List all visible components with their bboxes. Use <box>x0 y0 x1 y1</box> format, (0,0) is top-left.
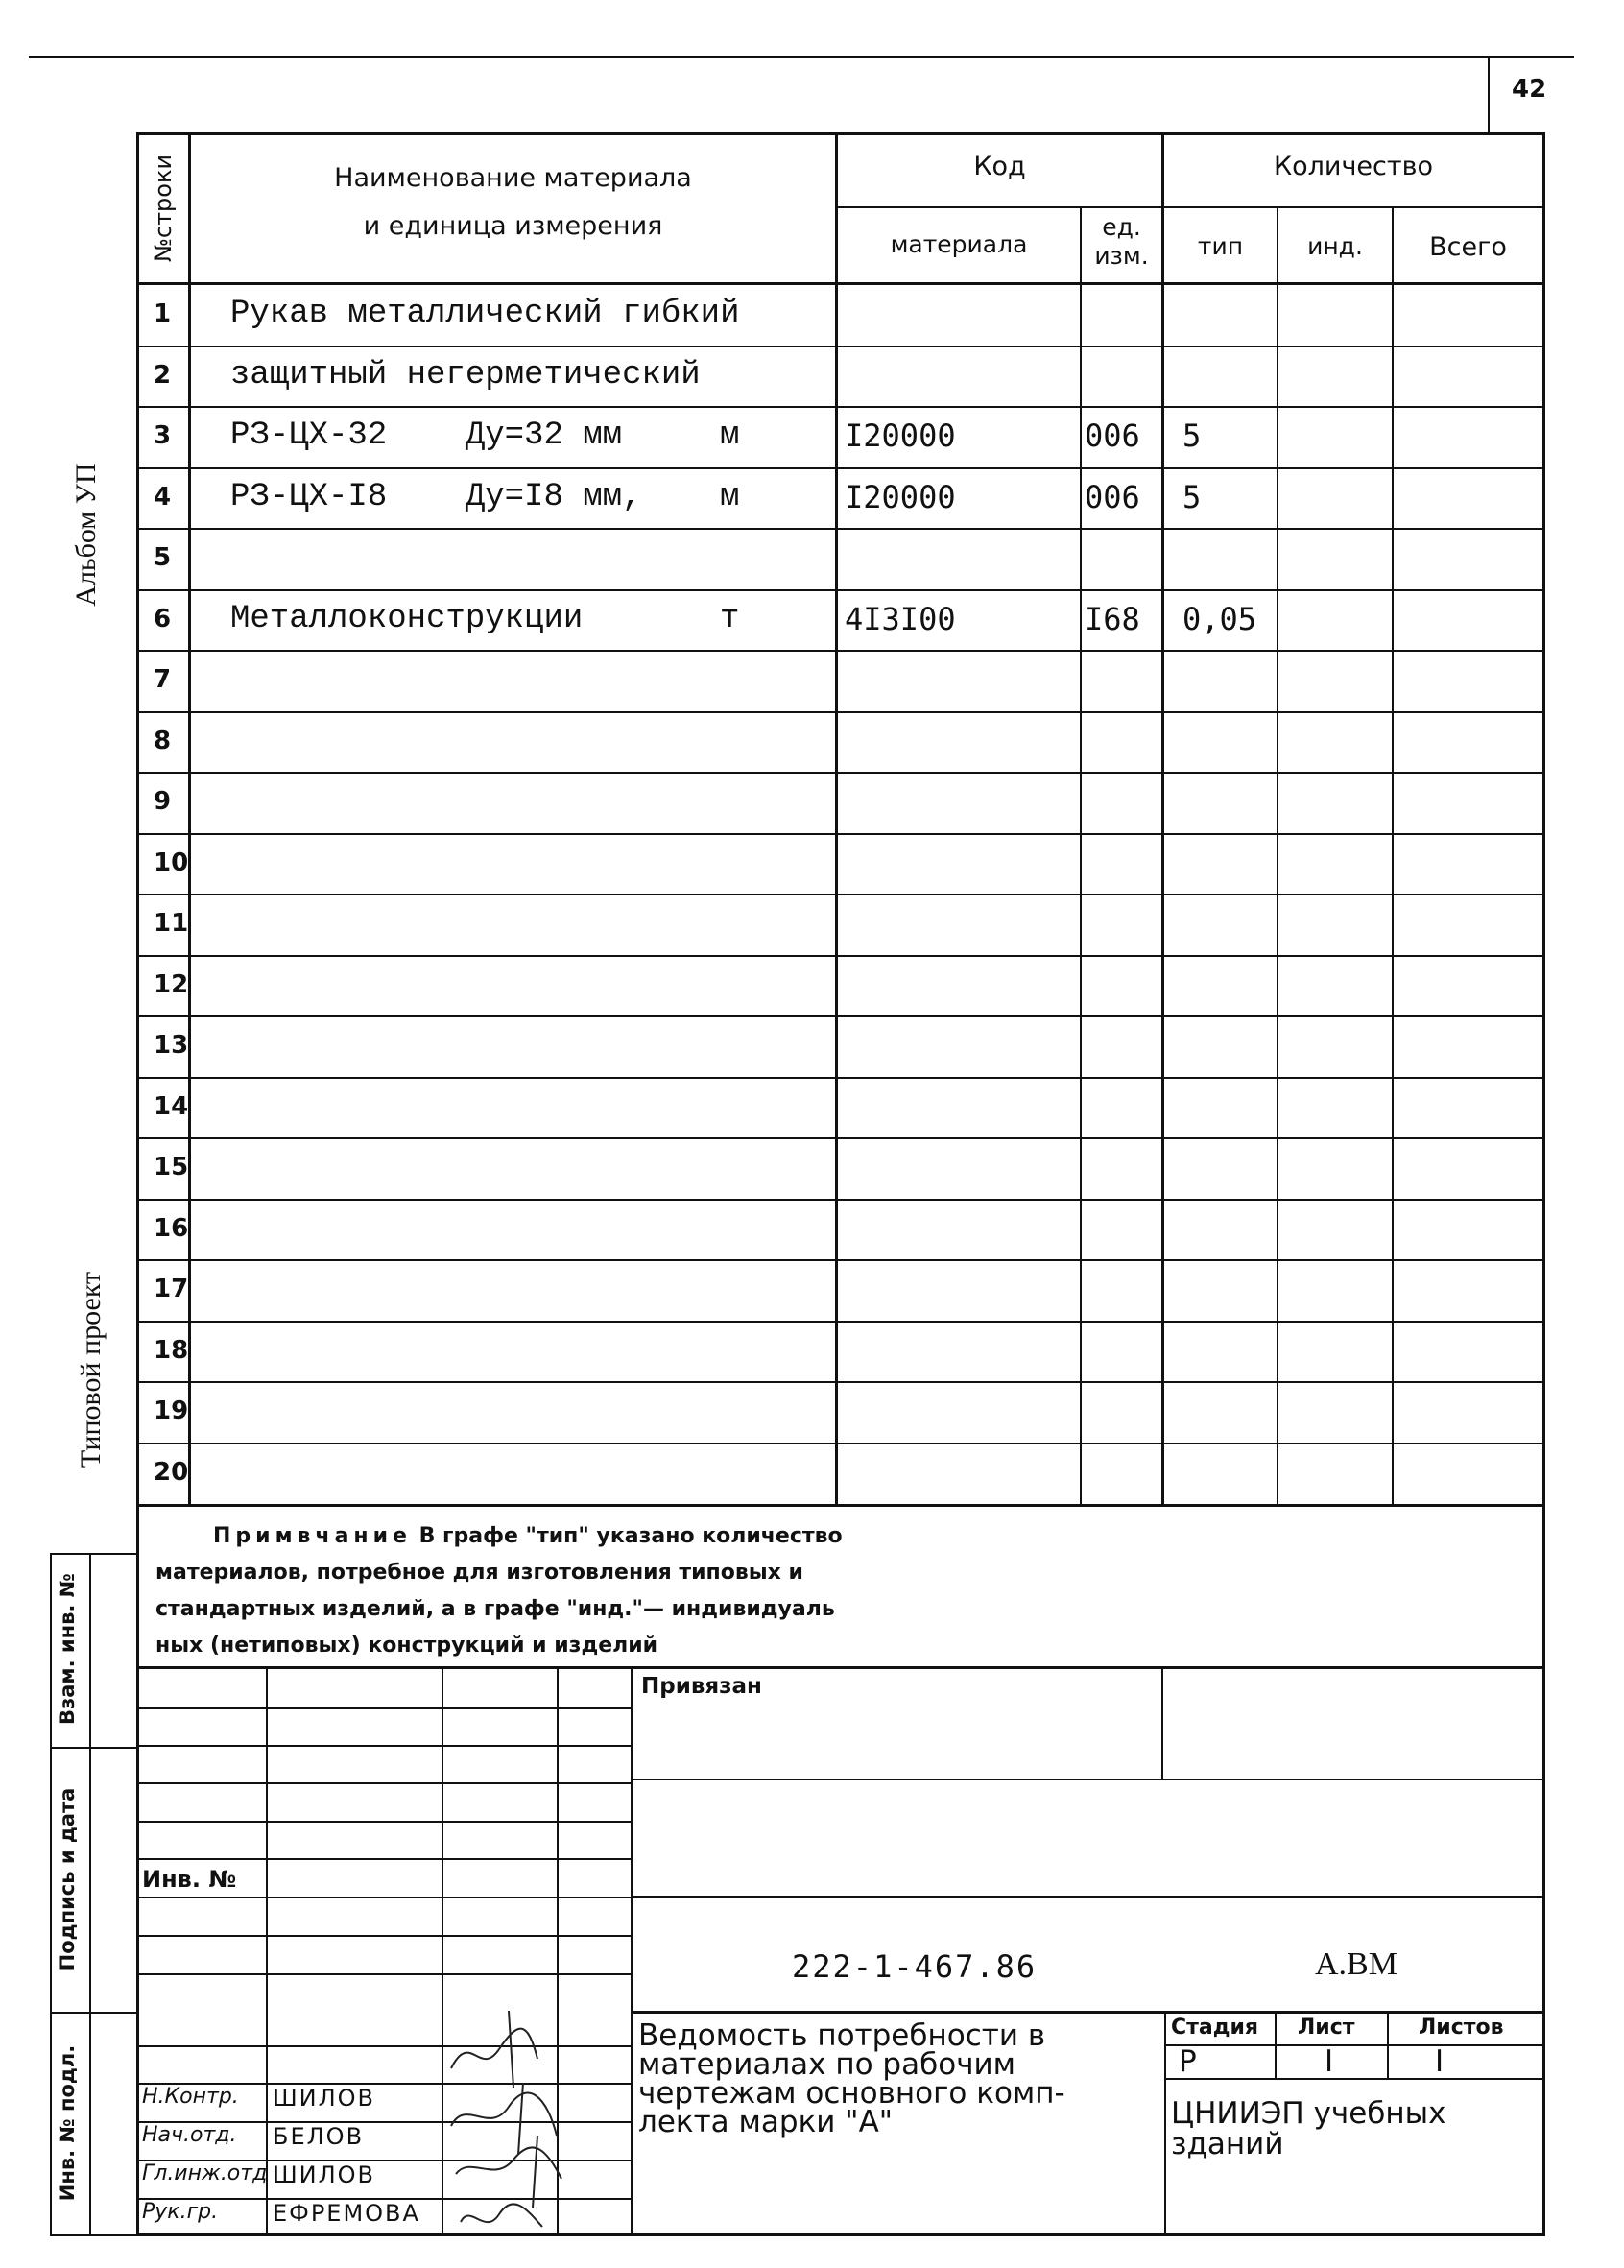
signatory-name: ЕФРЕМОВА <box>273 2200 420 2227</box>
header-total: Всего <box>1429 232 1507 262</box>
stamp-col-d <box>631 1666 633 2234</box>
signature-1 <box>451 2011 537 2088</box>
table-row-line <box>136 1259 1545 1261</box>
side-album: Альбом УП <box>70 463 102 607</box>
note-head: Примвчание <box>213 1524 412 1548</box>
table-row-line <box>136 1137 1545 1139</box>
stamp-grid-line <box>136 1782 633 1784</box>
table-row-line <box>136 346 1545 347</box>
row-material-name: Рукав металлический гибкий <box>230 296 740 332</box>
row-material-name: РЗ-ЦХ-32 Ду=32 мм <box>230 418 623 454</box>
row-qty-tip: 5 <box>1182 418 1202 454</box>
stamp-grid-line <box>136 1935 633 1937</box>
header-ind: инд. <box>1307 232 1363 260</box>
note-line4: ных (нетиповых) конструкций и изделий <box>155 1634 658 1658</box>
row-material-code: I20000 <box>845 418 956 454</box>
table-row-line <box>136 528 1545 530</box>
table-row-line <box>136 1015 1545 1017</box>
header-unit-line1: ед. <box>1102 213 1141 241</box>
signatures <box>442 1992 576 2241</box>
signature-3 <box>456 2136 561 2208</box>
signature-2 <box>451 2083 557 2155</box>
stamp-grid-line <box>136 1858 633 1860</box>
row-material-code: I20000 <box>845 479 956 515</box>
stage-value: Р <box>1179 2044 1197 2079</box>
title-line-3: чертежам основного комп- <box>638 2076 1065 2111</box>
row-number: 12 <box>154 970 189 999</box>
col-rownum-right <box>188 132 191 1505</box>
side-inv-podl: Инв. № подл. <box>56 2044 79 2202</box>
row-number: 9 <box>154 787 172 816</box>
signatory-name: БЕЛОВ <box>273 2123 365 2150</box>
row-number: 6 <box>154 605 172 633</box>
side-stamp-right <box>89 1553 91 2236</box>
org-line-2: зданий <box>1171 2127 1284 2161</box>
table-row-line <box>136 1381 1545 1383</box>
table-row-line <box>136 1321 1545 1323</box>
table-row-line <box>136 1443 1545 1444</box>
row-material-name: защитный негерметический <box>230 357 701 394</box>
table-left-border <box>136 132 139 2236</box>
sheet-value: I <box>1325 2044 1334 2079</box>
col-unit-right <box>1161 132 1164 1505</box>
row-number: 1 <box>154 299 172 328</box>
row-number: 19 <box>154 1397 189 1425</box>
organization <box>1171 2098 1446 2160</box>
table-row-line <box>136 772 1545 774</box>
inv-no-label: Инв. № <box>142 1866 237 1893</box>
stamp-grid-line <box>136 1897 633 1898</box>
table-row-line <box>136 589 1545 591</box>
header-bottom <box>136 282 1545 285</box>
sheet-label: Лист <box>1298 2016 1355 2040</box>
document-title <box>638 2018 1065 2139</box>
note-line2: материалов, потребное для изготовления типовых и <box>155 1561 803 1585</box>
row-unit: м <box>720 479 740 515</box>
table-row-line <box>136 467 1545 469</box>
stamp-grid-line <box>136 1973 633 1975</box>
row-number: 4 <box>154 483 172 512</box>
side-podpis: Подпись и дата <box>56 1787 79 1971</box>
col-name-right <box>835 132 838 1505</box>
table-right-border <box>1542 132 1545 2236</box>
signatory-name: ШИЛОВ <box>273 2085 376 2112</box>
header-quantity: Количество <box>1273 152 1434 181</box>
row-unit-code: 006 <box>1085 479 1140 515</box>
stamp-privyazan-right <box>1161 1666 1163 1779</box>
side-stamp-line4 <box>50 2234 136 2236</box>
row-qty-tip: 0,05 <box>1182 601 1257 637</box>
table-row-line <box>136 833 1545 835</box>
signature-4 <box>461 2204 542 2227</box>
row-number: 16 <box>154 1214 189 1243</box>
note <box>155 1518 1019 1664</box>
col-ind-right <box>1392 206 1394 1505</box>
table-row-line <box>136 406 1545 408</box>
page-number: 42 <box>1512 75 1547 104</box>
header-unit-line2: изм. <box>1094 242 1149 270</box>
side-stamp-left <box>50 1553 52 2236</box>
document-code: 222-1-467.86 <box>792 1948 1038 1985</box>
stamp-grid-line <box>136 1821 633 1823</box>
privyazan-label: Привязан <box>641 1674 762 1699</box>
title-line-4: лекта марки "А" <box>638 2105 894 2139</box>
row-number: 17 <box>154 1275 189 1303</box>
header-tip: тип <box>1197 232 1244 260</box>
signatory-name: ШИЛОВ <box>273 2161 376 2188</box>
stamp-grid-line <box>136 1707 633 1709</box>
title-line-1: Ведомость потребности в <box>638 2018 1046 2053</box>
row-number: 20 <box>154 1458 189 1487</box>
table-row-line <box>136 650 1545 652</box>
signatory-role: Нач.отд. <box>142 2123 237 2147</box>
side-project: Типовой проект <box>75 1271 107 1468</box>
stamp-top <box>136 1666 1545 1669</box>
col-code-right <box>1080 206 1082 1505</box>
top-rule <box>29 56 1574 58</box>
row-number: 15 <box>154 1153 189 1182</box>
row-material-name: РЗ-ЦХ-I8 Ду=I8 мм, <box>230 479 642 515</box>
side-vzam: Взам. инв. № <box>56 1573 79 1725</box>
table-row-line <box>136 1199 1545 1201</box>
stamp-bottom <box>136 2233 1545 2236</box>
row-unit: т <box>720 601 740 637</box>
stage-label: Стадия <box>1171 2016 1259 2040</box>
title-line-2: материалах по рабочим <box>638 2047 1016 2082</box>
row-qty-tip: 5 <box>1182 479 1202 515</box>
header-name-line1: Наименование материала <box>334 163 692 193</box>
signatory-role: Н.Контр. <box>142 2085 239 2109</box>
stamp-code-bottom <box>631 2011 1545 2014</box>
row-number: 3 <box>154 421 172 450</box>
row-unit: м <box>720 418 740 454</box>
table-row-line <box>136 955 1545 957</box>
header-material: материала <box>890 230 1028 258</box>
org-line-1: ЦНИИЭП учебных <box>1171 2096 1446 2131</box>
table-row-line <box>136 1077 1545 1079</box>
stamp-col-a <box>266 1666 268 2234</box>
row-unit-code: I68 <box>1085 601 1140 637</box>
header-row-no: №строки <box>150 154 177 263</box>
row-number: 5 <box>154 543 172 572</box>
stamp-stage-values-bottom <box>1164 2078 1545 2080</box>
table-bottom <box>136 1504 1545 1507</box>
row-number: 8 <box>154 727 172 755</box>
row-number: 10 <box>154 848 189 877</box>
row-number: 14 <box>154 1092 189 1121</box>
stamp-mid <box>631 1896 1545 1898</box>
row-material-code: 4I3I00 <box>845 601 956 637</box>
document-mark: А.ВМ <box>1315 1946 1397 1982</box>
row-unit-code: 006 <box>1085 418 1140 454</box>
note-line3: стандартных изделий, а в графе "инд."— индивидуаль <box>155 1597 835 1621</box>
stamp-stage-labels-bottom <box>1164 2044 1545 2046</box>
table-row-line <box>136 711 1545 713</box>
row-number: 7 <box>154 665 172 694</box>
signatory-role: Гл.инж.отд <box>142 2161 268 2185</box>
col-tip-right <box>1277 206 1278 1505</box>
signatory-role: Рук.гр. <box>142 2200 219 2224</box>
side-stamp-line2 <box>50 1747 136 1749</box>
stamp-privyazan-bottom <box>631 1779 1545 1780</box>
row-number: 13 <box>154 1031 189 1060</box>
header-subline <box>835 206 1545 208</box>
side-stamp-line3 <box>50 2012 136 2014</box>
table-row-line <box>136 894 1545 895</box>
row-number: 2 <box>154 361 172 390</box>
row-material-name: Металлоконструкции <box>230 601 584 637</box>
sheets-label: Листов <box>1419 2016 1504 2040</box>
note-line1: В графе "тип" указано количество <box>411 1524 843 1548</box>
header-name-line2: и единица измерения <box>363 211 663 241</box>
page-number-box-left <box>1488 58 1490 132</box>
table-top-border <box>136 132 1545 135</box>
row-number: 11 <box>154 909 189 938</box>
sheets-value: I <box>1435 2044 1445 2079</box>
row-number: 18 <box>154 1336 189 1365</box>
header-code: Код <box>973 152 1026 181</box>
stamp-grid-line <box>136 1745 633 1747</box>
